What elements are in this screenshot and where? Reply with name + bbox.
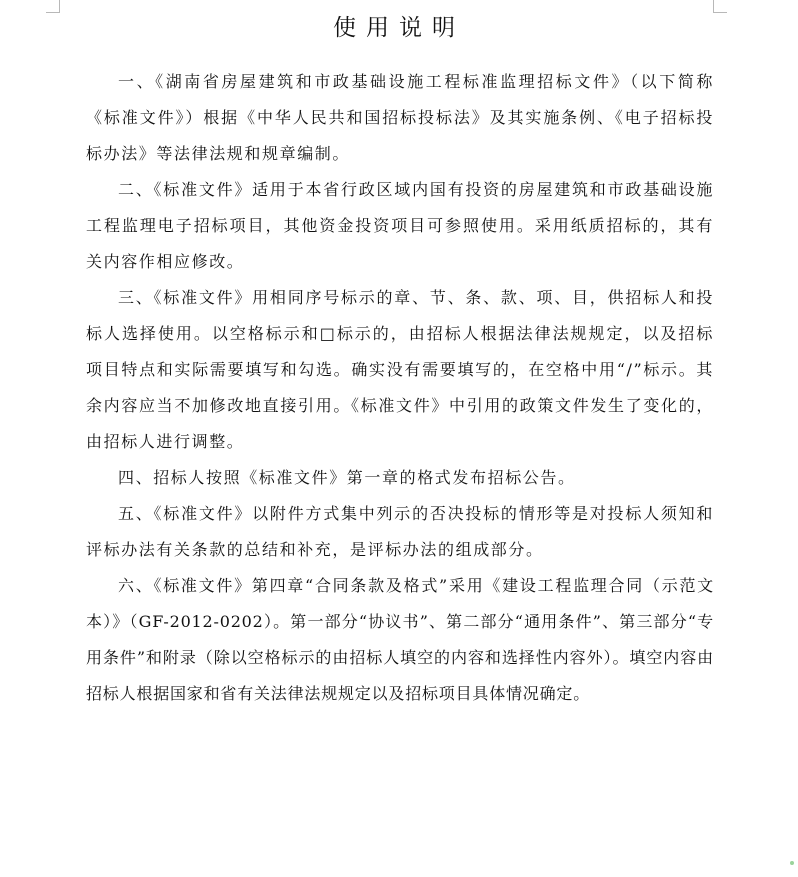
paragraph-3: 三、《标准文件》用相同序号标示的章、节、条、款、项、目，供招标人和投标人选择使用。以空格标示和□标示的，由招标人根据法律法规规定，以及招标项目特点和实际需要填写和勾选。确实没有需要填写的，在空格中用“/”标示。其余内容应当不加修改地直接引用。《标准文件》中引用的政策文件发生了变化的，由招标人进行调整。 xyxy=(86,288,714,451)
paragraph-4: 四、招标人按照《标准文件》第一章的格式发布招标公告。 xyxy=(118,468,576,487)
document-body xyxy=(86,64,714,712)
paragraph-2: 二、《标准文件》适用于本省行政区域内国有投资的房屋建筑和市政基础设施工程监理电子招标项目，其他资金投资项目可参照使用。采用纸质招标的，其有关内容作相应修改。 xyxy=(86,180,714,271)
status-indicator-dot xyxy=(790,861,794,865)
paragraph-5: 五、《标准文件》以附件方式集中列示的否决投标的情形等是对投标人须知和评标办法有关条款的总结和补充，是评标办法的组成部分。 xyxy=(86,504,714,559)
paragraph-1: 一、《湖南省房屋建筑和市政基础设施工程标准监理招标文件》（以下简称《标准文件》）根据《中华人民共和国招标投标法》及其实施条例、《电子招标投标办法》等法律法规和规章编制。 xyxy=(86,72,714,163)
paragraph-6: 六、《标准文件》第四章“合同条款及格式”采用《建设工程监理合同（示范文本）》（GF-2012-0202）。第一部分“协议书”、第二部分“通用条件”、第三部分“专用条件”和附录（除以空格标示的由招标人填空的内容和选择性内容外）。填空内容由招标人根据国家和省有关法律法规规定以及招标项目具体情况确定。 xyxy=(86,576,714,703)
page-title: 使用说明 xyxy=(333,15,465,41)
